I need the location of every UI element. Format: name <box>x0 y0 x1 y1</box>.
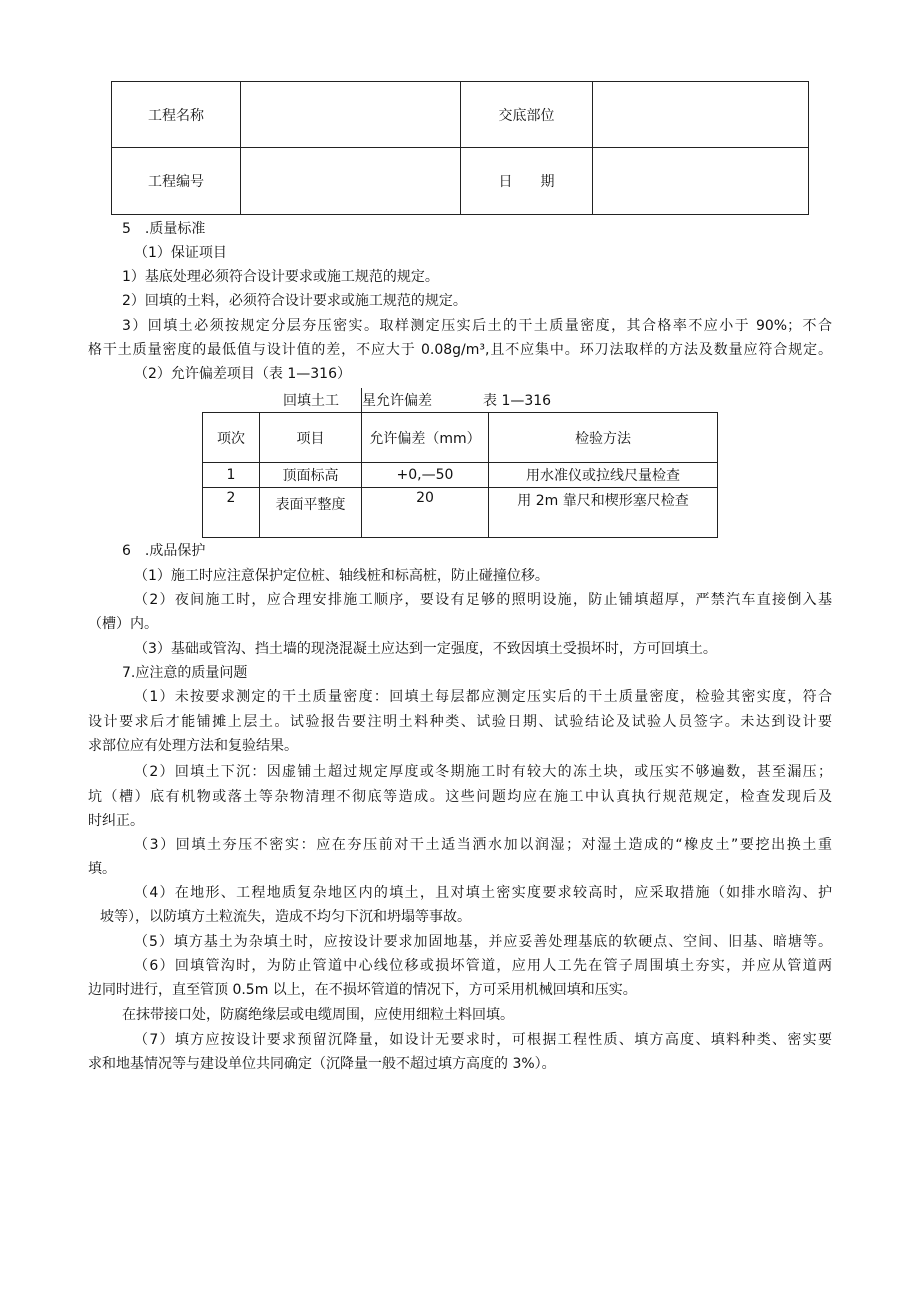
paragraph: 填。 <box>88 861 116 877</box>
table-cell: 顶面标高 <box>260 463 362 488</box>
subsection-title: （2）允许偏差项目（表 1—316） <box>134 366 351 382</box>
paragraph: 在抹带接口处，防腐绝缘层或电缆周围，应使用细粒土料回填。 <box>122 1007 514 1023</box>
table-header: 检验方法 <box>489 413 718 463</box>
project-no-value <box>241 148 461 215</box>
paragraph: 求和地基情况等与建设单位共同确定（沉降量一般不超过填方高度的 3%）。 <box>88 1056 556 1072</box>
table-cell: 2 <box>203 488 260 538</box>
table-header: 项目 <box>260 413 362 463</box>
paragraph: （5）填方基土为杂填土时，应按设计要求加固地基，并应妥善处理基底的软硬点、空间、旧基、暗塘等。 <box>134 934 832 950</box>
paragraph: （3）回填土夯压不密实：应在夯压前对干土适当洒水加以润湿；对湿土造成的“橡皮土”要挖出换土重 <box>134 837 832 853</box>
paragraph: 1）基底处理必须符合设计要求或施工规范的规定。 <box>122 269 439 285</box>
table-cell: 20 <box>362 488 489 538</box>
paragraph: （2）夜间施工时，应合理安排施工顺序，要设有足够的照明设施，防止铺填超厚，严禁汽车直接倒入基 <box>134 592 832 608</box>
handover-part-value <box>593 82 809 148</box>
table-row <box>203 488 718 538</box>
paragraph: （槽）内。 <box>88 616 158 632</box>
table-caption: 表 1—316 <box>483 393 552 409</box>
paragraph: 时纠正。 <box>88 813 144 829</box>
paragraph: 3）回填土必须按规定分层夯压密实。取样测定压实后土的干土质量密度，其合格率不应小于 90%；不合 <box>122 318 832 334</box>
table-row <box>203 463 718 488</box>
project-name-value <box>241 82 461 148</box>
table-caption: 回填土工 <box>283 393 339 409</box>
table-cell: 用水准仪或拉线尺量检查 <box>489 463 718 488</box>
paragraph: 求部位应有处理方法和复验结果。 <box>88 738 298 754</box>
paragraph: 2）回填的土料，必须符合设计要求或施工规范的规定。 <box>122 293 467 309</box>
table-cell: +0,—50 <box>362 463 489 488</box>
paragraph: 坡等），以防填方土粒流失，造成不均匀下沉和坍塌等事故。 <box>100 909 471 925</box>
table-caption: 星允许偏差 <box>362 393 432 409</box>
table-header: 允许偏差（mm） <box>362 413 489 463</box>
paragraph: 格干土质量密度的最低值与设计值的差，不应大于 0.08g/m³,且不应集中。环刀法取样的方法及数量应符合规定。 <box>88 342 832 358</box>
table-cell: 表面平整度 <box>260 488 362 538</box>
tolerance-table <box>202 412 718 538</box>
paragraph: （1）未按要求测定的干土质量密度：回填土每层都应测定压实后的干土质量密度，检验其密实度，符合 <box>134 689 832 705</box>
paragraph: 设计要求后才能铺摊上层土。试验报告要注明土料种类、试验日期、试验结论及试验人员签字。未达到设计要 <box>88 714 832 730</box>
section-5-title: 5 .质量标准 <box>122 221 206 237</box>
paragraph: （1）施工时应注意保护定位桩、轴线桩和标高桩，防止碰撞位移。 <box>134 568 549 584</box>
paragraph: （2）回填土下沉：因虚铺土超过规定厚度或冬期施工时有较大的冻土块，或压实不够遍数，甚至漏压； <box>134 764 832 780</box>
subsection-title: （1）保证项目 <box>134 245 227 261</box>
date-label: 日 期 <box>461 148 593 215</box>
date-value <box>593 148 809 215</box>
paragraph: 边同时进行，直至管顶 0.5m 以上，在不损坏管道的情况下，方可采用机械回填和压实。 <box>88 982 637 998</box>
paragraph: （3）基础或管沟、挡土墙的现浇混凝土应达到一定强度，不致因填土受损坏时，方可回填土。 <box>134 641 717 657</box>
paragraph: （7）填方应按设计要求预留沉降量，如设计无要求时，可根据工程性质、填方高度、填料种类、密实要 <box>134 1032 832 1048</box>
section-6-title: 6 .成品保护 <box>122 543 206 559</box>
header-table <box>111 81 809 215</box>
caption-divider <box>361 388 362 412</box>
project-name-label: 工程名称 <box>112 82 241 148</box>
handover-part-label: 交底部位 <box>461 82 593 148</box>
paragraph: （4）在地形、工程地质复杂地区内的填土，且对填土密实度要求较高时，应采取措施（如排水暗沟、护 <box>134 885 832 901</box>
table-cell: 用 2m 靠尺和楔形塞尺检查 <box>489 488 718 538</box>
table-cell: 1 <box>203 463 260 488</box>
paragraph: （6）回填管沟时，为防止管道中心线位移或损坏管道，应用人工先在管子周围填土夯实，并应从管道两 <box>134 958 832 974</box>
table-header: 项次 <box>203 413 260 463</box>
section-7-title: 7.应注意的质量问题 <box>122 665 248 681</box>
paragraph: 坑（槽）底有机物或落土等杂物清理不彻底等造成。这些问题均应在施工中认真执行规范规定，检查发现后及 <box>88 789 832 805</box>
project-no-label: 工程编号 <box>112 148 241 215</box>
